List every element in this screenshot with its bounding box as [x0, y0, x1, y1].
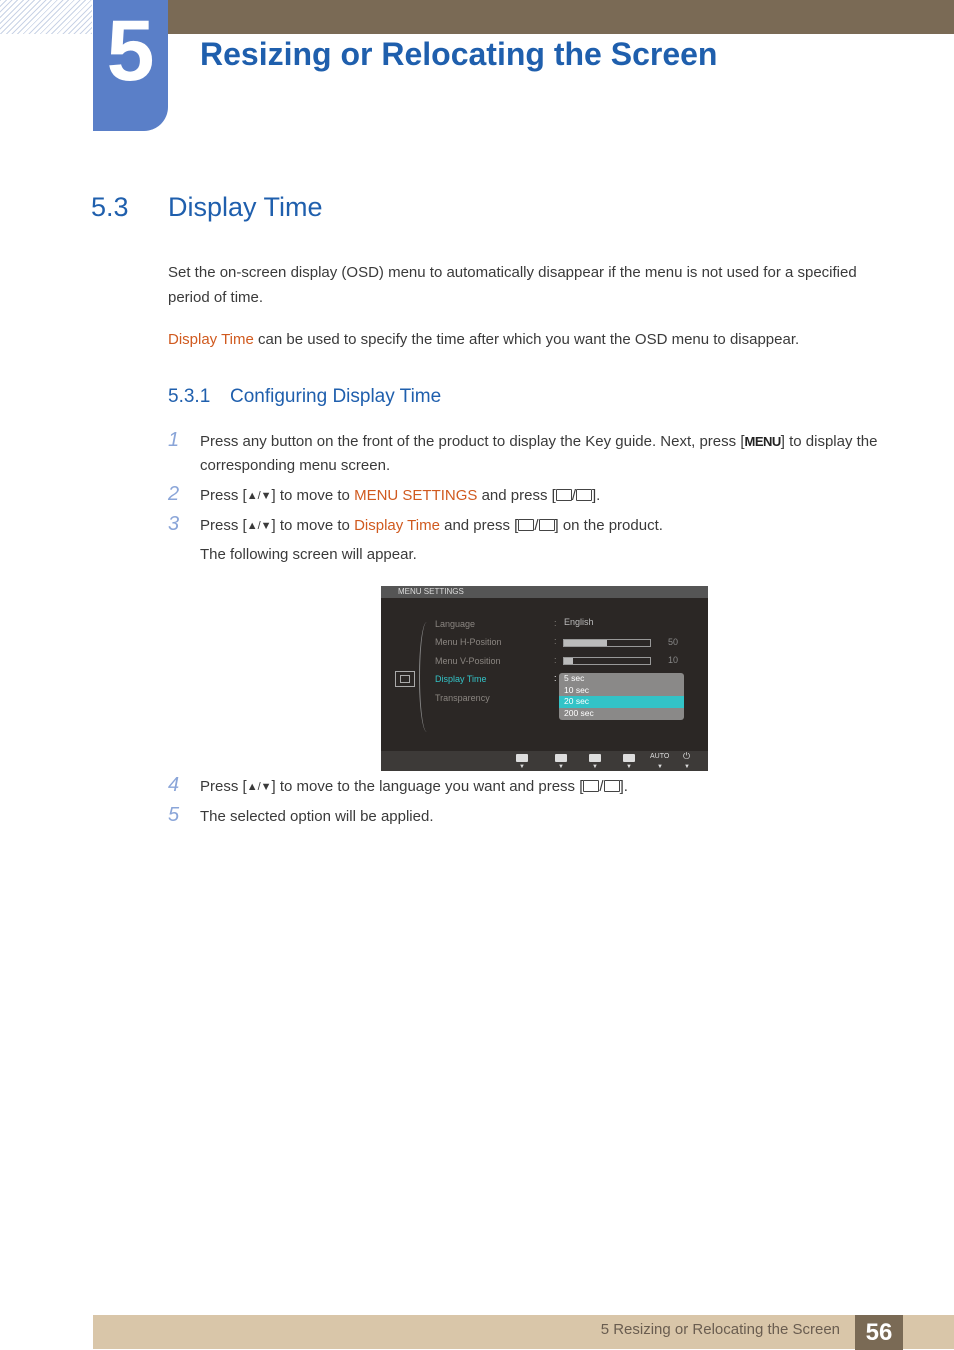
step-3-text-c: and press [ [439, 517, 519, 534]
enter-icon [539, 519, 555, 531]
left-key-icon [516, 754, 528, 762]
step-number-2: 2 [168, 483, 180, 505]
section-number: 5.3 [91, 192, 129, 222]
step-3-text-d: ] on the product. [554, 517, 663, 534]
step-number-3: 3 [168, 513, 180, 535]
osd-v-position-bar [563, 657, 651, 665]
intro-paragraph: Set the on-screen display (OSD) menu to automatically disappear if the menu is not used for a specified period of time. [168, 264, 857, 306]
section-title: Display Time [168, 192, 323, 222]
power-icon: ⏻ [683, 751, 691, 761]
auto-key-label: AUTO [650, 753, 670, 760]
osd-title: MENU SETTINGS [381, 586, 708, 598]
up-down-keys-icon: ▲/▼ [246, 781, 272, 793]
osd-h-position-value: 50 [668, 637, 679, 647]
header-hatch [0, 0, 92, 34]
step-1-text-b: ] to display the corresponding menu screen. [200, 433, 878, 474]
osd-curve [419, 622, 432, 732]
enter-icon [604, 780, 620, 792]
arrow-icon: ▼ [558, 764, 564, 770]
osd-item-v-position: Menu V-Position [435, 656, 501, 666]
arrow-icon: ▼ [519, 764, 525, 770]
osd-settings-icon [395, 671, 415, 687]
osd-option: 200 sec [564, 707, 594, 718]
step-3-text-b: ] to move to [271, 517, 355, 534]
page-number: 56 [855, 1315, 903, 1350]
arrow-icon: ▼ [684, 764, 690, 770]
step-4-text-b: ] to move to the language you want and press [ [271, 778, 584, 795]
osd-option-selected: 20 sec [559, 696, 684, 708]
osd-option: 10 sec [564, 684, 590, 695]
chapter-title: Resizing or Relocating the Screen [200, 36, 718, 72]
section-heading [91, 192, 323, 223]
display-time-term: Display Time [354, 517, 440, 534]
step-3-text-a: Press [ [200, 517, 247, 534]
page-footer [93, 1315, 954, 1349]
up-key-icon [589, 754, 601, 762]
display-time-paragraph [168, 327, 888, 352]
menu-settings-term: MENU SETTINGS [354, 487, 478, 504]
subsection-number: 5.3.1 [168, 386, 211, 407]
step-number-4: 4 [168, 774, 180, 796]
step-4: Press [▲/▼] to move to the language you want and press [ / ]. [200, 775, 890, 799]
osd-colon: : [554, 618, 557, 628]
osd-key-guide [381, 751, 708, 771]
para2-text: can be used to specify the time after which you want the OSD menu to disappear. [253, 331, 800, 348]
osd-item-h-position: Menu H-Position [435, 637, 502, 647]
osd-h-position-bar [563, 639, 651, 647]
down-key-icon [555, 754, 567, 762]
osd-colon: : [554, 655, 557, 665]
source-icon [556, 489, 572, 501]
step-2-text-a: Press [ [200, 487, 247, 504]
osd-menu-screenshot [381, 586, 708, 771]
up-down-keys-icon: ▲/▼ [246, 520, 272, 532]
display-time-term: Display Time [168, 331, 254, 348]
step-2-text-c: and press [ [477, 487, 556, 504]
arrow-icon: ▼ [657, 764, 663, 770]
subsection-title: Configuring Display Time [230, 386, 442, 407]
step-4-text-d: ]. [619, 778, 628, 795]
arrow-icon: ▼ [592, 764, 598, 770]
osd-item-display-time: Display Time [435, 674, 487, 684]
step-number-1: 1 [168, 429, 180, 451]
osd-colon: : [554, 636, 557, 646]
arrow-icon: ▼ [626, 764, 632, 770]
step-1 [200, 430, 890, 478]
step-3: Press [▲/▼] to move to Display Time and press [ / ] on the product. [200, 514, 890, 538]
osd-item-transparency: Transparency [435, 693, 490, 703]
header-bar [168, 0, 954, 34]
osd-v-position-value: 10 [668, 655, 679, 665]
enter-key-icon [623, 754, 635, 762]
enter-icon [576, 489, 592, 501]
subsection-heading [168, 386, 442, 408]
osd-display-time-dropdown [559, 673, 684, 720]
step-2: Press [▲/▼] to move to MENU SETTINGS and press [ / ]. [200, 484, 890, 508]
osd-colon: : [554, 673, 557, 683]
footer-chapter-text: 5 Resizing or Relocating the Screen [600, 1321, 840, 1338]
chapter-number: 5 [106, 3, 155, 99]
osd-option: 5 sec [564, 673, 585, 683]
step-4-text-a: Press [ [200, 778, 247, 795]
step-number-5: 5 [168, 804, 180, 826]
step-1-text-a: Press any button on the front of the product to display the Key guide. Next, press [ [200, 433, 745, 450]
menu-key-icon: MENU [744, 434, 781, 449]
step-2-text-b: ] to move to [271, 487, 355, 504]
osd-language-value: English [564, 617, 594, 627]
source-icon [518, 519, 534, 531]
step-5: The selected option will be applied. [200, 808, 434, 825]
up-down-keys-icon: ▲/▼ [246, 490, 272, 502]
step-2-text-d: ]. [591, 487, 601, 504]
step-3-note: The following screen will appear. [200, 546, 417, 563]
source-icon [583, 780, 599, 792]
osd-item-language: Language [435, 619, 476, 629]
